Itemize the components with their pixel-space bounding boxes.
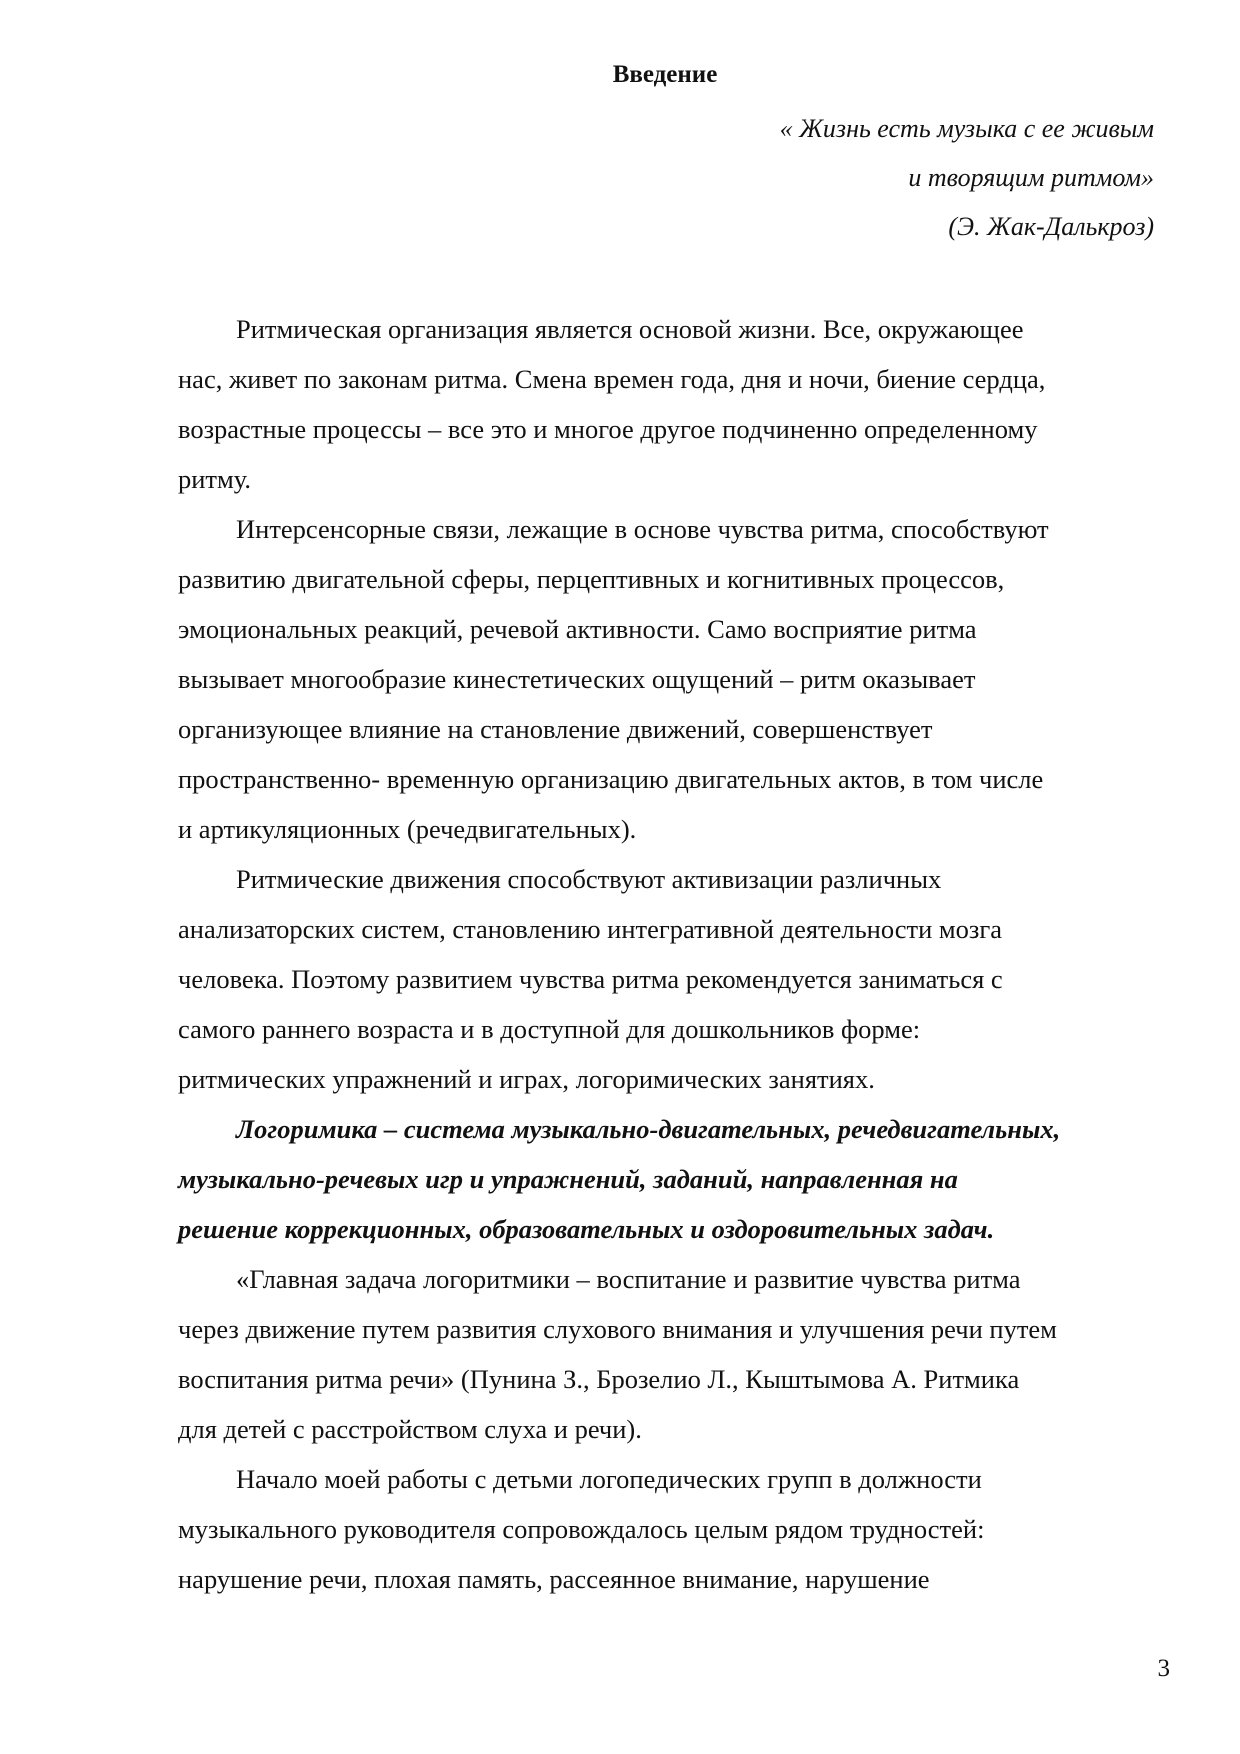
epigraph — [780, 104, 1154, 251]
text-line: нарушение речи, плохая память, рассеянное внимание, нарушение — [178, 1564, 930, 1594]
text-line: организующее влияние на становление движений, совершенствует — [178, 714, 933, 744]
paragraph-logorhythmics-definition — [178, 1104, 1164, 1254]
text-line: вызывает многообразие кинестетических ощущений – ритм оказывает — [178, 664, 976, 694]
text-line: для детей с расстройством слуха и речи). — [178, 1414, 642, 1444]
text-line: возрастные процессы – все это и многое другое подчиненно определенному — [178, 414, 1038, 444]
text-line: эмоциональных реакций, речевой активности. Само восприятие ритма — [178, 614, 977, 644]
text-line: человека. Поэтому развитием чувства ритма рекомендуется заниматься с — [178, 964, 1003, 994]
paragraph-rhythmic-movements — [178, 854, 1164, 1104]
page-number: 3 — [1157, 1655, 1170, 1682]
text-line: музыкально-речевых игр и упражнений, заданий, направленная на — [178, 1164, 958, 1194]
text-line: Логоримика – система музыкально-двигательных, речедвигательных, — [236, 1114, 1061, 1144]
text-line: самого раннего возраста и в доступной для дошкольников форме: — [178, 1014, 921, 1044]
text-line: анализаторских систем, становлению интегративной деятельности мозга — [178, 914, 1003, 944]
paragraph-intersensory-links — [178, 504, 1164, 854]
epigraph-line: « Жизнь есть музыка с ее живым — [779, 114, 1154, 143]
text-line: ритмических упражнений и играх, логоримических занятиях. — [178, 1064, 875, 1094]
text-line: развитию двигательной сферы, перцептивных и когнитивных процессов, — [178, 564, 1005, 594]
text-line: «Главная задача логоритмики – воспитание и развитие чувства ритма — [236, 1264, 1021, 1294]
text-line: Ритмические движения способствуют активизации различных — [236, 864, 942, 894]
paragraph-work-beginning — [178, 1454, 1164, 1604]
body-text — [178, 304, 1164, 1604]
epigraph-author: (Э. Жак-Далькроз) — [948, 212, 1154, 241]
text-line: пространственно- временную организацию двигательных актов, в том числе — [178, 764, 1044, 794]
paragraph-main-task-quote — [178, 1254, 1164, 1454]
text-line: и артикуляционных (речедвигательных). — [178, 814, 637, 844]
text-line: решение коррекционных, образовательных и оздоровительных задач. — [178, 1214, 995, 1244]
text-line: музыкального руководителя сопровождалось целым рядом трудностей: — [178, 1514, 985, 1544]
text-line: через движение путем развития слухового внимания и улучшения речи путем — [178, 1314, 1057, 1344]
text-line: Начало моей работы с детьми логопедических групп в должности — [236, 1464, 982, 1494]
text-line: Ритмическая организация является основой жизни. Все, окружающее — [236, 314, 1024, 344]
text-line: воспитания ритма речи» (Пунина З., Брозелио Л., Кыштымова А. Ритмика — [178, 1364, 1020, 1394]
text-line: Интерсенсорные связи, лежащие в основе чувства ритма, способствуют — [236, 514, 1049, 544]
text-line: нас, живет по законам ритма. Смена времен года, дня и ночи, биение сердца, — [178, 364, 1046, 394]
text-line: ритму. — [178, 464, 252, 494]
epigraph-line: и творящим ритмом» — [908, 163, 1154, 192]
paragraph-rhythm-organization — [178, 304, 1164, 504]
page-title: Введение — [612, 61, 718, 88]
